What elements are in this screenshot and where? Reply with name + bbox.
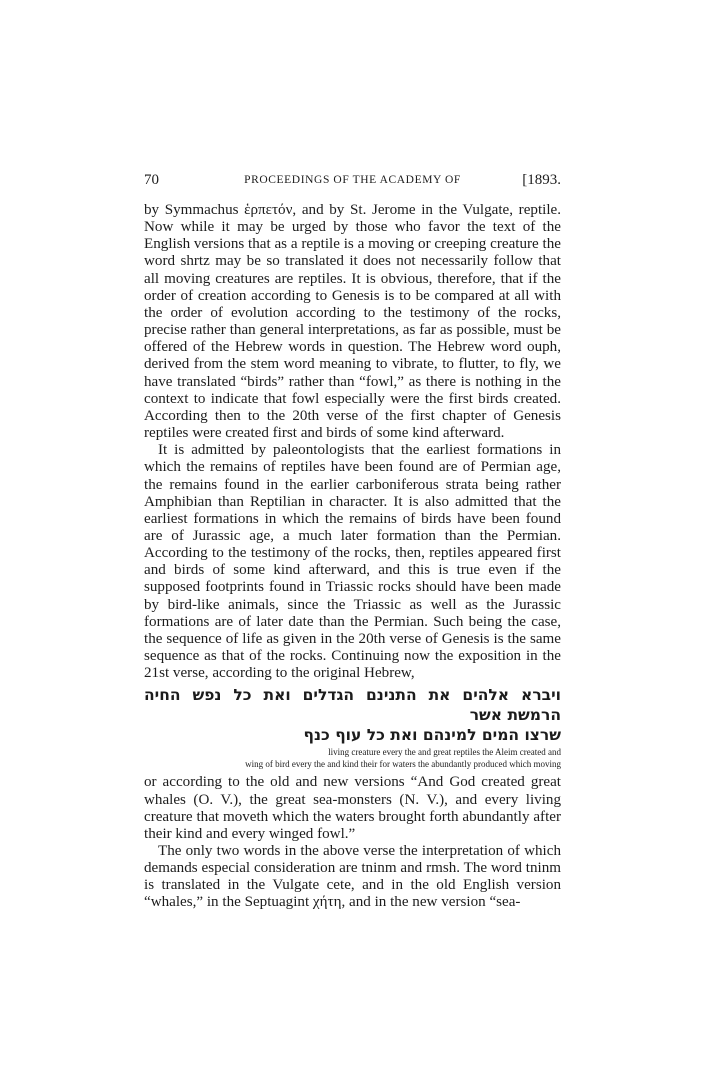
journal-year: [1893.: [522, 172, 561, 188]
paragraph-1: by Symmachus ἑρπετόν, and by St. Jerome in the Vulgate, reptile. Now while it may be urged by those who favor the text of the English versions that as a reptile is a moving or creeping creature the word shrtz may be so translated it does not necessarily follow that all moving creatures are reptiles. It is obvious, therefore, that if the order of creation according to Genesis is to be compared at all with the order of evolution according to the testimony of the rocks, precise rather than general interpretations, as far as possible, must be offered of the Hebrew words in question. The Hebrew word ouph, derived from the stem word meaning to vibrate, to flutter, to fly, we have translated “birds” rather than “fowl,” as there is nothing in the context to indicate that fowl especially were the first birds created. According then to the 20th verse of the first chapter of Genesis reptiles were created first and birds of some kind afterward.: [144, 202, 561, 442]
paragraph-4: The only two words in the above verse the interpretation of which demands especial consideration are tninm and rmsh. The word tninm is translated in the Vulgate cete, and in the old English version “whales,” in the Septuagint χήτη, and in the new version “sea-: [144, 843, 561, 911]
paragraph-3: or according to the old and new versions “And God created great whales (O. V.), the great sea-monsters (N. V.), and every living creature that moveth which the waters brought forth abundantly after their kind and every winged fowl.”: [144, 774, 561, 842]
gloss-line-1: living creature every the and great reptiles the Aleim created and: [328, 747, 561, 758]
gloss-line-2: wing of bird every the and kind their for waters the abundantly produced which moving: [245, 759, 561, 770]
paragraph-2: It is admitted by paleontologists that the earliest formations in which the remains of reptiles have been found are of Permian age, the remains found in the earlier carboniferous strata being rather Amphibian than Reptilian in character. It is also admitted that the earliest formations in which the remains of birds have been found are of Jurassic age, a much later formation than the Permian. According to the testimony of the rocks, then, reptiles appeared first and birds of some kind afterward, and this is true even if the supposed footprints found in Triassic rocks should have been made by bird-like animals, since the Triassic as well as the Jurassic formations are of later date than the Permian. Such being the case, the sequence of life as given in the 20th verse of Genesis is the same sequence as that of the rocks. Continuing now the exposition in the 21st verse, according to the original Hebrew,: [144, 442, 561, 682]
interlinear-gloss: [144, 746, 561, 770]
hebrew-line-2: שרצו המים למינהם ואת כל עוף כנף: [303, 726, 561, 745]
hebrew-line-1: ויברא אלהים את התנינם הגדלים ואת כל נפש החיה הרמשת אשר: [144, 686, 561, 725]
page: [144, 172, 561, 912]
page-number: 70: [144, 172, 159, 188]
hebrew-verse: [144, 685, 561, 745]
journal-title: PROCEEDINGS OF THE ACADEMY OF: [244, 174, 461, 186]
running-head: [144, 172, 561, 192]
